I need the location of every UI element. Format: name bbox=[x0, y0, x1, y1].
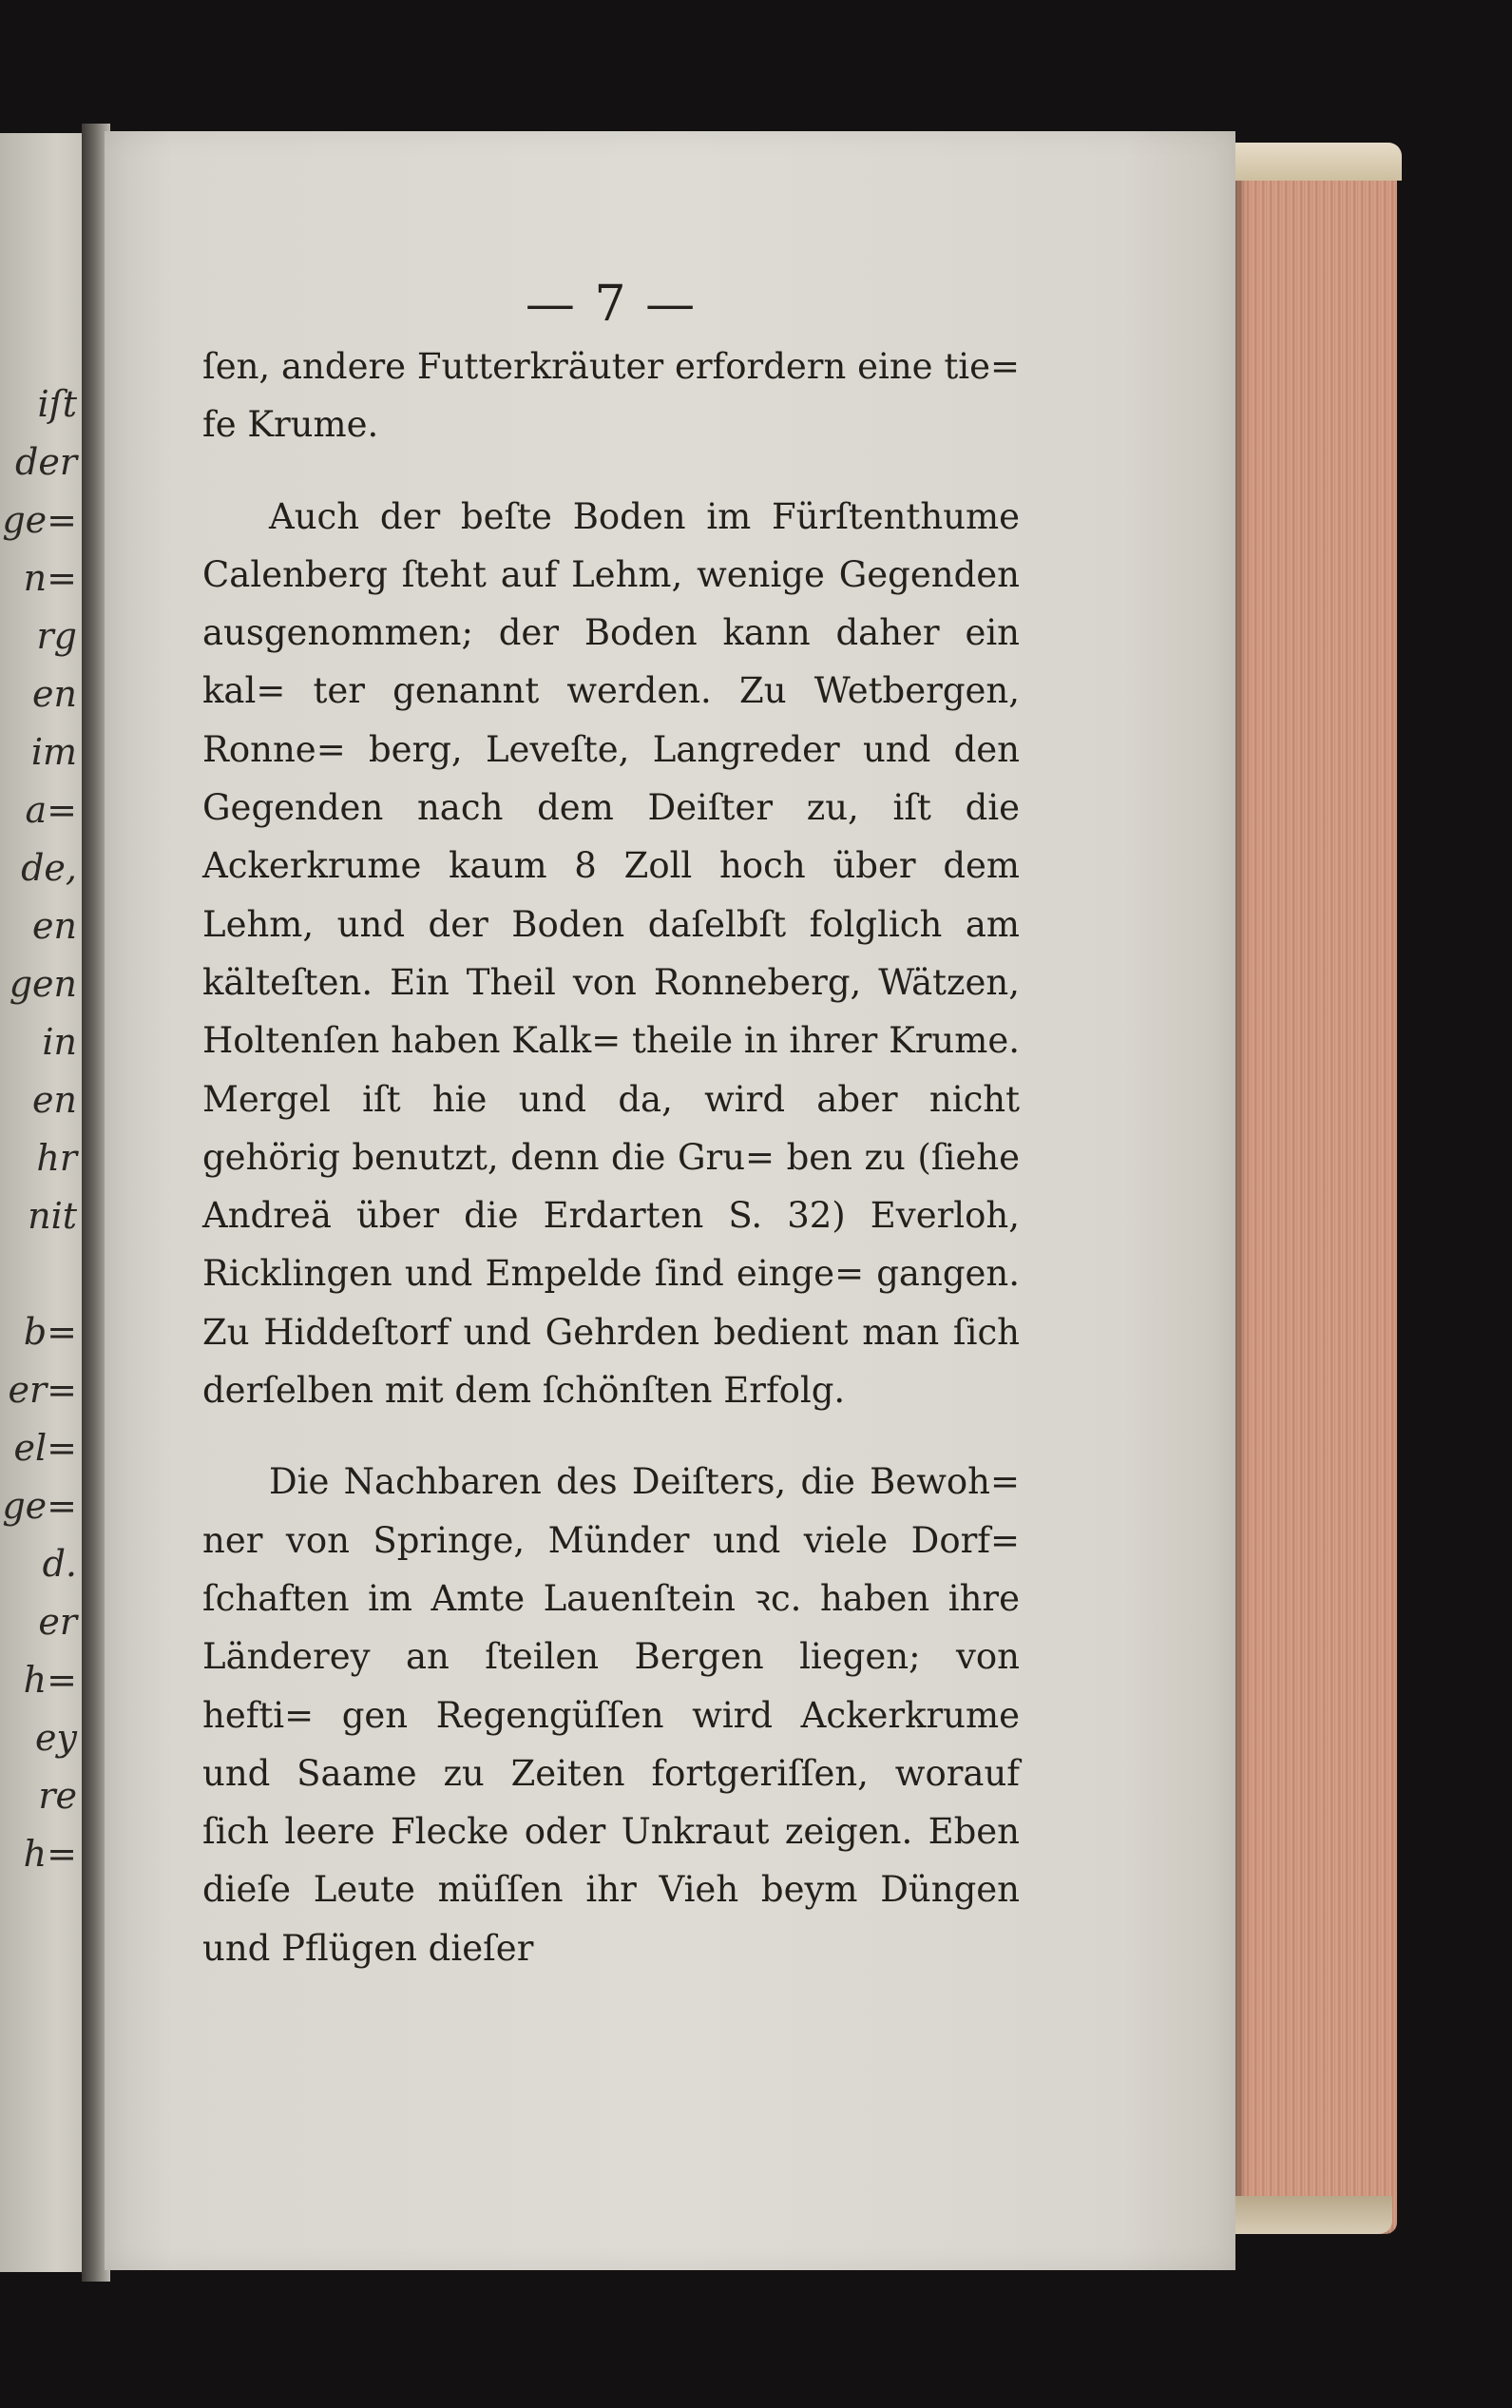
paragraph-deister: Die Nachbaren des Deiſters, die Bewoh= ner von Springe, Münder und viele Dorf= ſchaften im Amte Lauenſtein ꝛc. haben ihre Länderey an ſteilen Bergen liegen; von hefti= gen Regengüſſen wird Ackerkrume und Saame zu Zeiten fortgeriſſen, worauf ſich leere Flecke oder Unkraut zeigen. Eben dieſe Leute müſſen ihr Vieh beym Düngen und Pflügen dieſer bbox=[202, 1461, 1020, 1969]
left-fragment: iſt bbox=[37, 383, 77, 425]
left-fragment: en bbox=[32, 905, 77, 947]
page-text bbox=[202, 271, 1020, 1977]
left-fragment: h= bbox=[23, 1659, 77, 1701]
left-fragment: er= bbox=[8, 1369, 77, 1411]
left-fragment: re bbox=[38, 1775, 77, 1817]
left-fragment: gen bbox=[9, 963, 77, 1005]
book-page-edges bbox=[1235, 143, 1397, 2234]
left-fragment bbox=[0, 1245, 90, 1303]
left-fragment: b= bbox=[23, 1311, 77, 1353]
left-fragment: d. bbox=[42, 1543, 77, 1585]
left-fragment: nit bbox=[28, 1195, 77, 1237]
left-fragment: er bbox=[38, 1601, 77, 1643]
left-fragment: hr bbox=[36, 1137, 77, 1179]
left-fragment: en bbox=[32, 1079, 77, 1121]
book-cover-corner-bottom bbox=[1235, 2196, 1392, 2234]
left-fragment: in bbox=[42, 1021, 77, 1063]
left-fragment: ge= bbox=[2, 1485, 77, 1527]
left-page-text-fragments bbox=[0, 376, 90, 1883]
left-fragment: a= bbox=[25, 789, 77, 831]
paragraph-continuation: ſen, andere Futterkräuter erfordern eine tie= fe Krume. bbox=[202, 346, 1020, 446]
left-fragment: n= bbox=[23, 557, 77, 599]
book-cover-corner-top bbox=[1235, 143, 1402, 181]
left-fragment: el= bbox=[13, 1427, 77, 1469]
left-fragment: der bbox=[15, 441, 77, 483]
left-fragment: en bbox=[32, 673, 77, 715]
left-fragment: im bbox=[30, 731, 77, 773]
left-fragment: h= bbox=[23, 1833, 77, 1875]
paragraph-calenberg: Auch der beſte Boden im Fürſtenthume Calenberg ſteht auf Lehm, wenige Gegenden ausgenommen; der Boden kann daher ein kal= ter genannt werden. Zu Wetbergen, Ronne= berg, Leveſte, Langreder und den Gegenden nach dem Deiſter zu, iſt die Ackerkrume kaum 8 Zoll hoch über dem Lehm, und der Boden daſelbſt folglich am kälteſten. Ein Theil von Ronneberg, Wätzen, Holtenſen haben Kalk= theile in ihrer Krume. Mergel iſt hie und da, wird aber nicht gehörig benutzt, denn die Gru= ben zu (ſiehe Andreä über die Erdarten S. 32) Everloh, Ricklingen und Empelde ſind einge= gangen. Zu Hiddeſtorf und Gehrden bedient man ſich derſelben mit dem ſchönſten Erfolg. bbox=[202, 495, 1020, 1412]
left-fragment: ge= bbox=[2, 499, 77, 541]
page-number-header: — 7 — bbox=[525, 276, 698, 333]
left-fragment: rg bbox=[36, 615, 77, 657]
left-fragment: de, bbox=[21, 847, 77, 889]
left-fragment: ey bbox=[35, 1717, 77, 1759]
